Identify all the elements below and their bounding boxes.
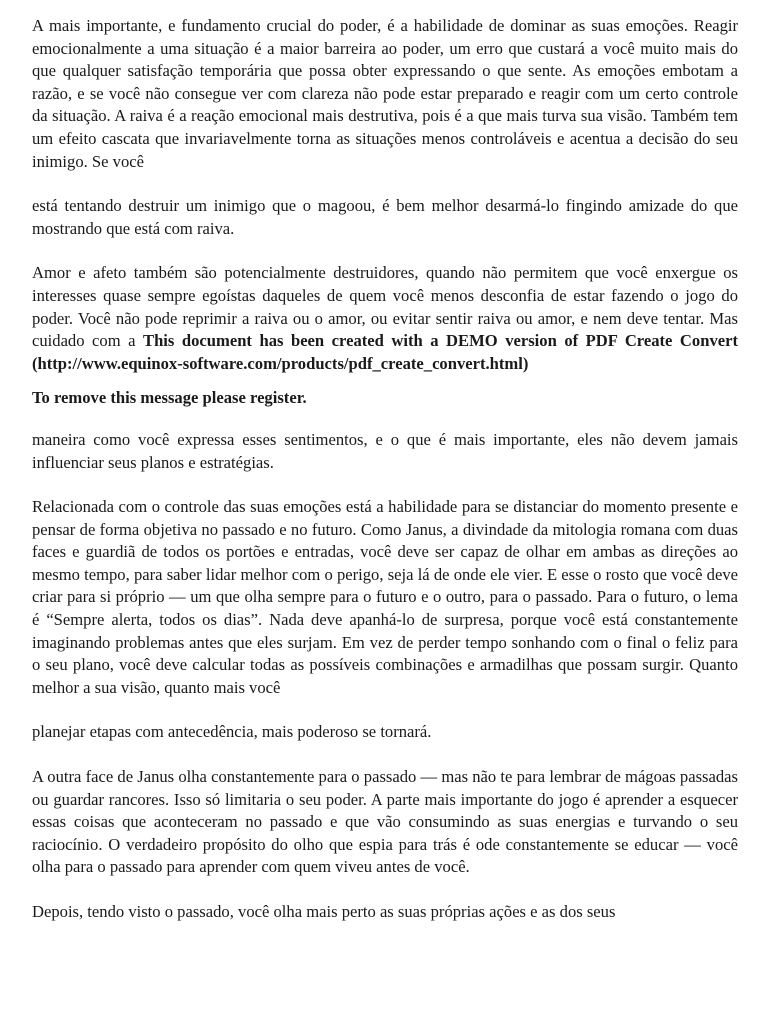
demo-watermark-notice: This document has been created with a DEMO version of PDF Create Convert (http://www.equinox-software.com/products/pdf_create_convert.html): [32, 331, 738, 373]
paragraph-disarm-enemy: está tentando destruir um inimigo que o magoou, é bem melhor desarmá-lo fingindo amizade do que mostrando que está com raiva.: [32, 196, 738, 238]
paragraph-emotions: A mais importante, e fundamento crucial do poder, é a habilidade de dominar as suas emoções. Reagir emocionalmente a uma situação é a maior barreira ao poder, um erro que custará a você muito mais do que qualquer satisfação temporária que possa obter expressando o que sente. As emoções embotam a razão, e se você não consegue ver com clareza não pode estar preparado e reagir com um certo controle da situação. A raiva é a reação emocional mais destrutiva, pois é a que mais turva sua visão. Também tem um efeito cascata que invariavelmente torna as situações menos controláveis e acentua a decisão do seu inimigo. Se você: [32, 16, 738, 171]
register-notice-text: To remove this message please register.: [32, 388, 307, 408]
paragraph-plan-ahead: planejar etapas com antecedência, mais poderoso se tornará.: [32, 722, 432, 742]
document-page: [32, 15, 738, 946]
paragraph-look-closer: Depois, tendo visto o passado, você olha mais perto as suas próprias ações e as dos seus: [32, 902, 616, 921]
paragraph-janus-future: Relacionada com o controle das suas emoções está a habilidade para se distanciar do momento presente e pensar de forma objetiva no passado e no futuro. Como Janus, a divindade da mitologia romana com duas faces e guardiã de todos os portões e entradas, você deve ser capaz de olhar em ambas as direções ao mesmo tempo, para saber lidar melhor com o perigo, seja lá de onde ele vier. E esse o rosto que você deve criar para si próprio — um que olha sempre para o futuro e o outro, para o passado. Para o futuro, o lema é “Sempre alerta, todos os dias”. Nada deve apanhá-lo de surpresa, porque você está constantemente imaginando problemas antes que eles surjam. Em vez de perder tempo sonhando com o final o feliz para o seu plano, você deve calcular todas as possíveis combinações e armadilhas que possam surgir. Quanto melhor a sua visão, quanto mais você: [32, 497, 738, 697]
paragraph-janus-past: A outra face de Janus olha constantemente para o passado — mas não te para lembrar de mágoas passadas ou guardar rancores. Isso só limitaria o seu poder. A parte mais importante do jogo é aprender a esquecer essas coisas que aconteceram no passado e que vão consumindo as suas energias e turvando o seu raciocínio. O verdadeiro propósito do olho que espia para trás é ode constantemente se educar — você olha para o passado para aprender com quem viveu antes de você.: [32, 767, 738, 877]
paragraph-love-affection: [32, 262, 738, 375]
paragraph-express-feelings: maneira como você expressa esses sentimentos, e o que é mais importante, eles não devem jamais influenciar seus planos e estratégias.: [32, 429, 738, 472]
paragraph-love-affection-text: Amor e afeto também são potencialmente destruidores, quando não permitem que você enxergue os interesses quase sempre egoístas daqueles de quem você menos desconfia de estar fazendo o jogo do poder. Você não pode reprimir a raiva ou o amor, ou evitar sentir raiva ou amor, e nem deve tentar. Mas cuidado com a: [32, 263, 738, 351]
register-notice: [32, 387, 738, 410]
